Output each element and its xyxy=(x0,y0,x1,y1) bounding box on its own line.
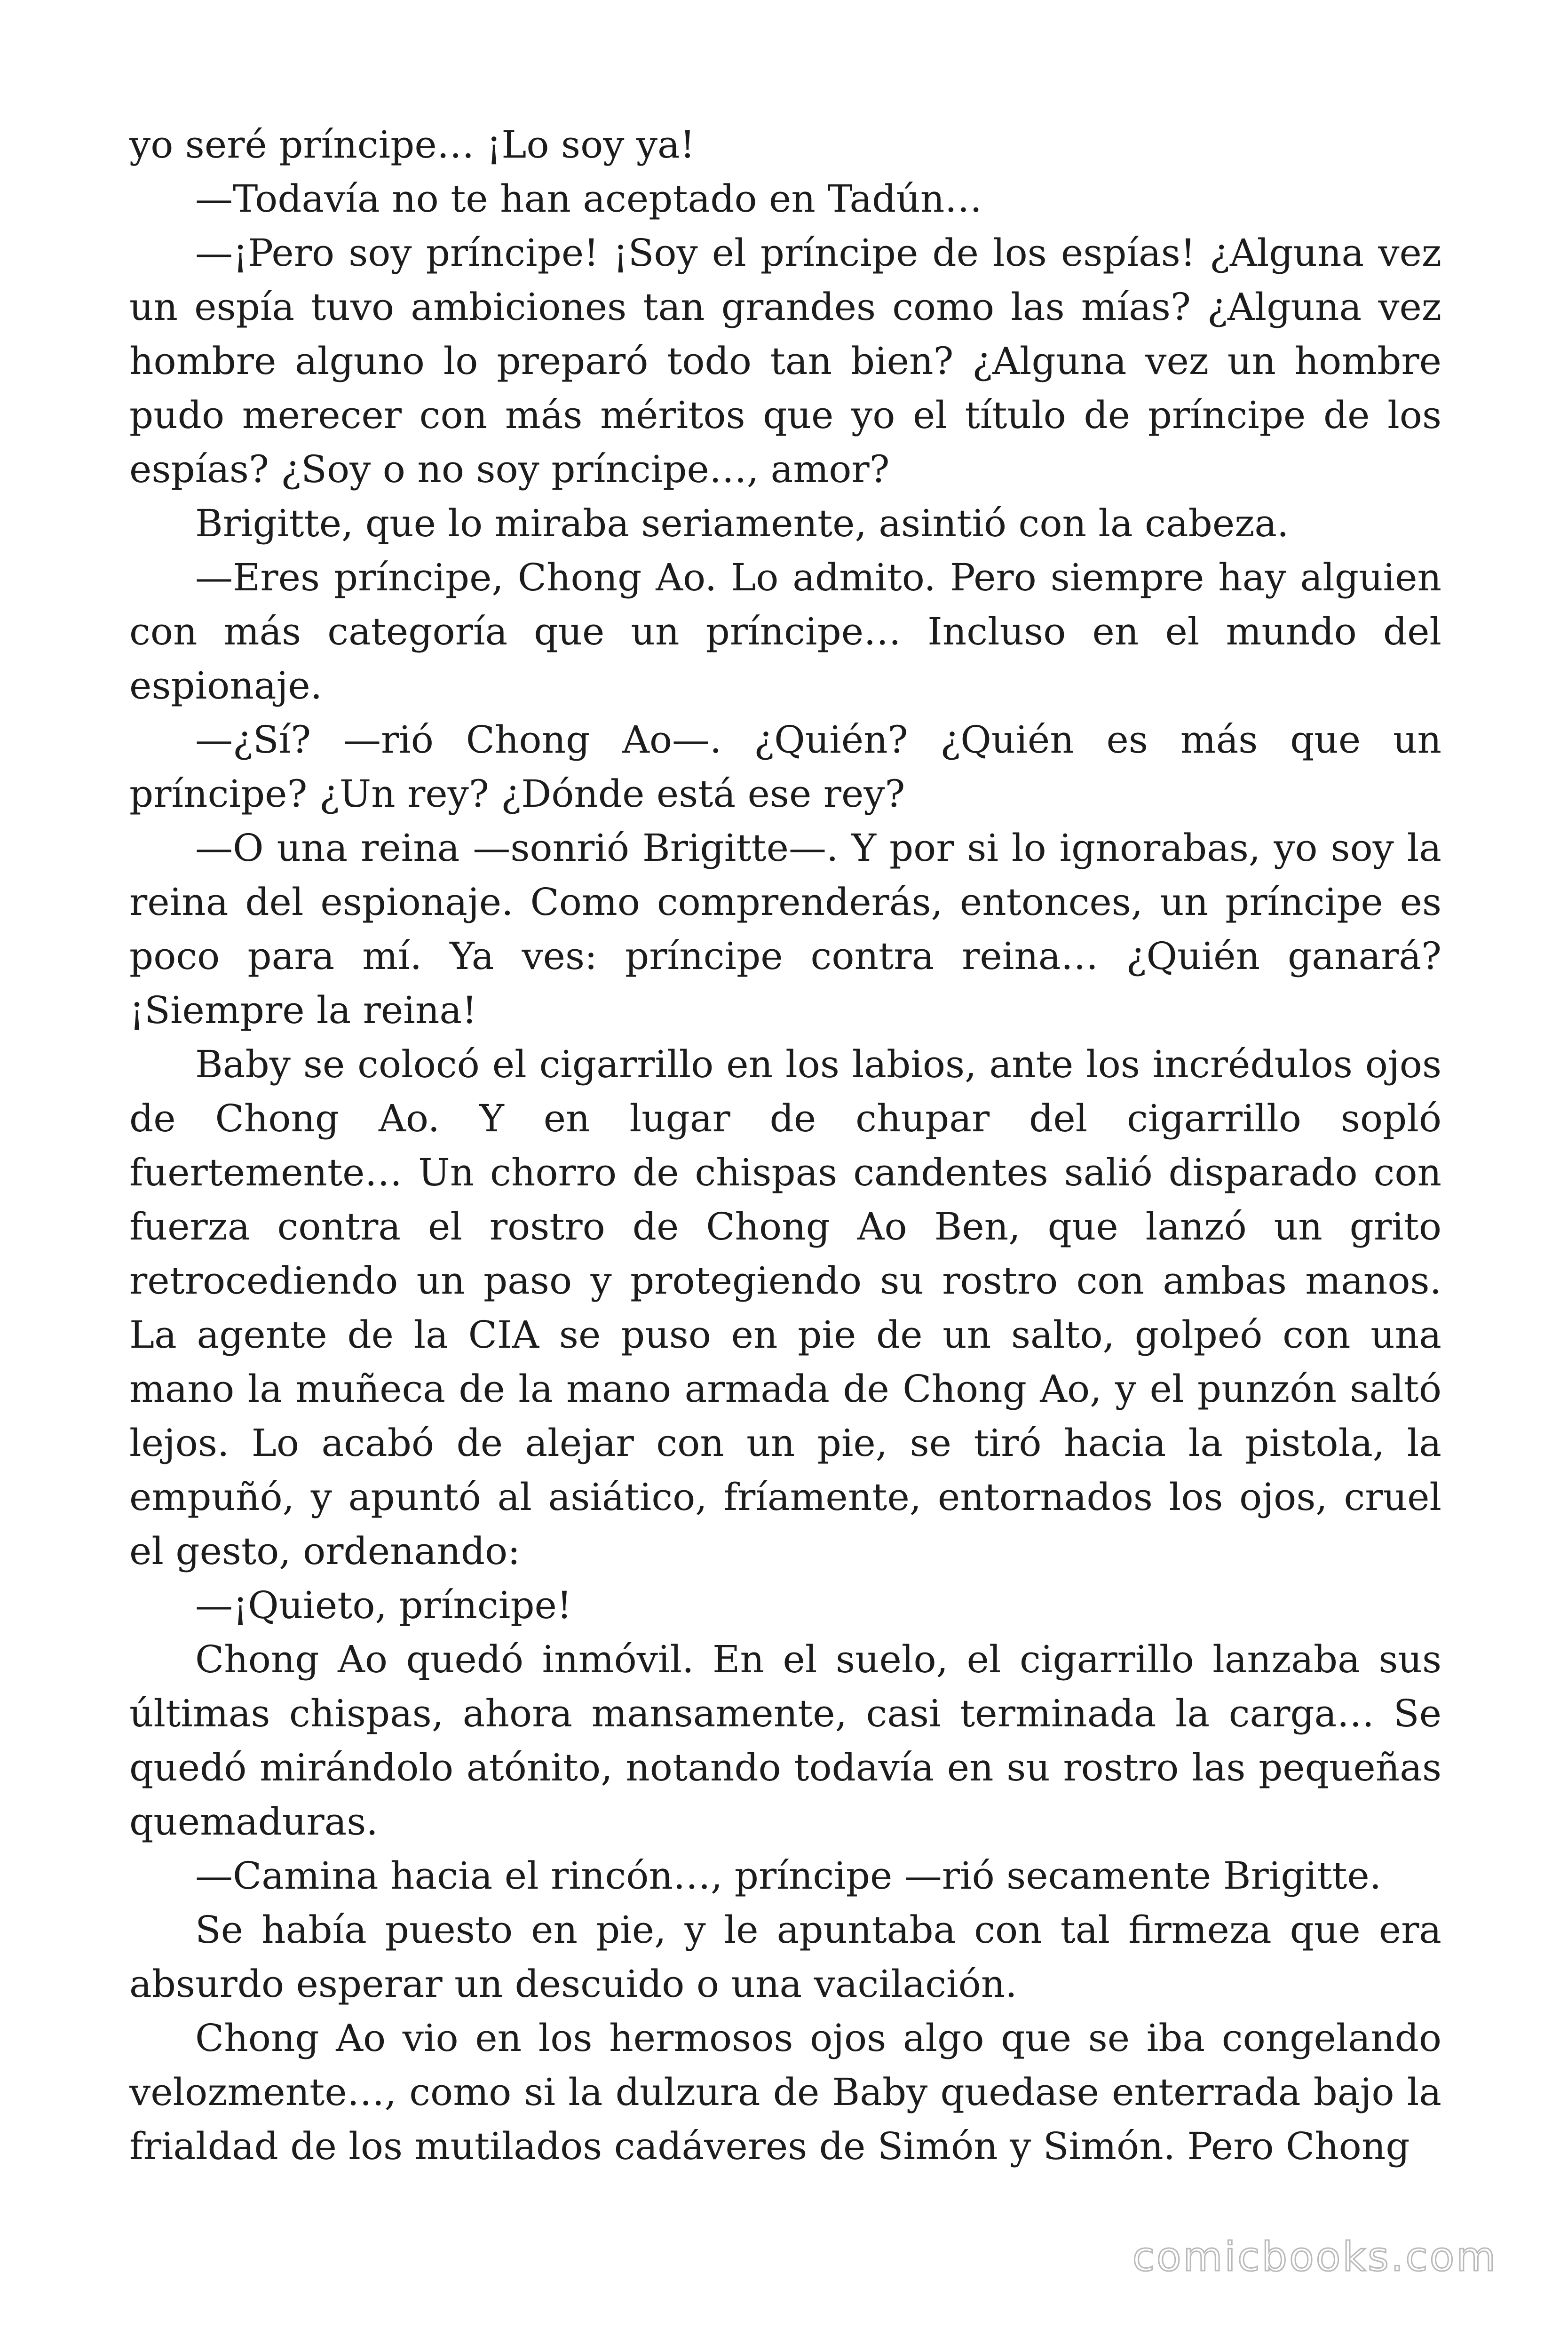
paragraph: Baby se colocó el cigarrillo en los labios, ante los incrédulos ojos de Chong Ao. Y en lugar de chupar del cigarrillo sopló fuertemente… Un chorro de chispas candentes salió disparado con fuerza contra el rostro de Chong Ao Ben, que lanzó un grito retrocediendo un paso y protegiendo su rostro con ambas manos. La agente de la CIA se puso en pie de un salto, golpeó con una mano la muñeca de la mano armada de Chong Ao, y el punzón saltó lejos. Lo acabó de alejar con un pie, se tiró hacia la pistola, la empuñó, y apuntó al asiático, fríamente, entornados los ojos, cruel el gesto, ordenando: xyxy=(129,1042,1441,1573)
paragraph: —Camina hacia el rincón…, príncipe —rió secamente Brigitte. xyxy=(195,1854,1382,1898)
paragraph: —¡Quieto, príncipe! xyxy=(195,1583,572,1627)
paragraph: Chong Ao quedó inmóvil. En el suelo, el cigarrillo lanzaba sus últimas chispas, ahora mansamente, casi terminada la carga… Se quedó mirándolo atónito, notando todavía en su rostro las pequeñas quemaduras. xyxy=(129,1637,1441,1843)
page-text xyxy=(129,118,1441,2173)
paragraph: —Todavía no te han aceptado en Tadún… xyxy=(195,177,982,221)
paragraph: —¿Sí? —rió Chong Ao—. ¿Quién? ¿Quién es más que un príncipe? ¿Un rey? ¿Dónde está ese rey? xyxy=(129,718,1441,816)
watermark: comicbooks.com xyxy=(1132,2233,1497,2280)
paragraph: —¡Pero soy príncipe! ¡Soy el príncipe de los espías! ¿Alguna vez un espía tuvo ambiciones tan grandes como las mías? ¿Alguna vez hombre alguno lo preparó todo tan bien? ¿Alguna vez un hombre pudo merecer con más méritos que yo el título de príncipe de los espías? ¿Soy o no soy príncipe…, amor? xyxy=(129,231,1441,491)
paragraph: —Eres príncipe, Chong Ao. Lo admito. Pero siempre hay alguien con más categoría que un príncipe… Incluso en el mundo del espionaje. xyxy=(129,556,1441,707)
paragraph: —O una reina —sonrió Brigitte—. Y por si lo ignorabas, yo soy la reina del espionaje. Como comprenderás, entonces, un príncipe es poco para mí. Ya ves: príncipe contra reina… ¿Quién ganará? ¡Siempre la reina! xyxy=(129,826,1441,1032)
paragraph: yo seré príncipe… ¡Lo soy ya! xyxy=(129,123,695,167)
paragraph: Se había puesto en pie, y le apuntaba con tal firmeza que era absurdo esperar un descuido o una vacilación. xyxy=(129,1908,1441,2006)
paragraph: Brigitte, que lo miraba seriamente, asintió con la cabeza. xyxy=(195,501,1289,545)
paragraph: Chong Ao vio en los hermosos ojos algo que se iba congelando velozmente…, como si la dulzura de Baby quedase enterrada bajo la frialdad de los mutilados cadáveres de Simón y Simón. Pero Chong xyxy=(129,2016,1441,2168)
